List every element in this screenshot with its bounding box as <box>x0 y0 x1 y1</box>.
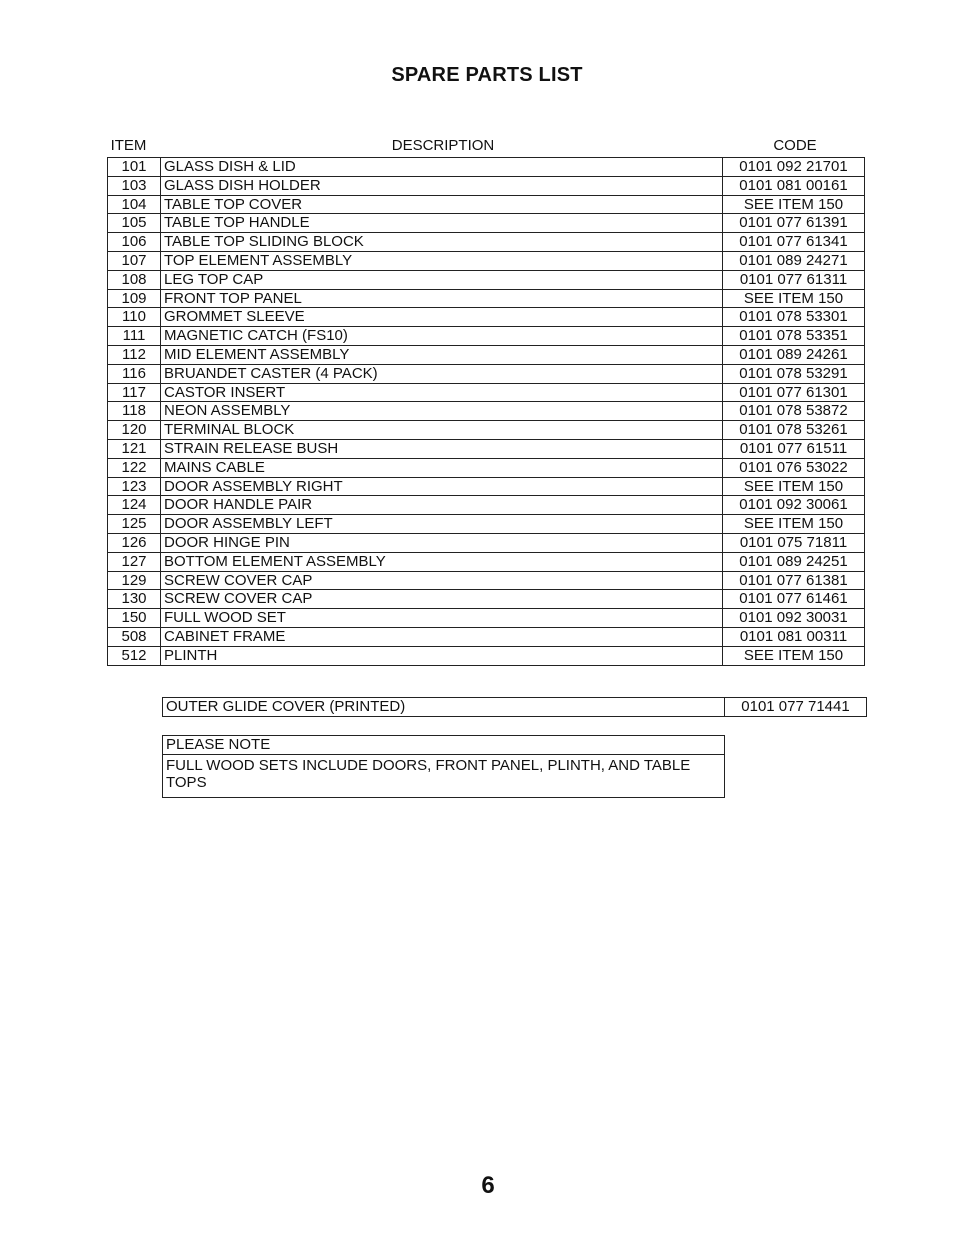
part-description: CABINET FRAME <box>161 627 723 646</box>
part-item-number: 120 <box>108 421 161 440</box>
table-row <box>108 439 865 458</box>
table-row <box>108 195 865 214</box>
part-description: DOOR HANDLE PAIR <box>161 496 723 515</box>
part-description: TOP ELEMENT ASSEMBLY <box>161 251 723 270</box>
part-description: GLASS DISH & LID <box>161 158 723 177</box>
table-row <box>108 364 865 383</box>
table-row <box>108 533 865 552</box>
part-code: 0101 075 71811 <box>723 533 865 552</box>
part-item-number: 105 <box>108 214 161 233</box>
part-item-number: 124 <box>108 496 161 515</box>
note-box <box>162 735 725 798</box>
part-item-number: 109 <box>108 289 161 308</box>
extra-part-code: 0101 077 71441 <box>725 698 867 717</box>
table-row <box>108 552 865 571</box>
part-item-number: 110 <box>108 308 161 327</box>
page-number: 6 <box>481 1172 495 1199</box>
part-description: MID ELEMENT ASSEMBLY <box>161 345 723 364</box>
part-description: GROMMET SLEEVE <box>161 308 723 327</box>
part-item-number: 512 <box>108 646 161 665</box>
part-code: 0101 077 61381 <box>723 571 865 590</box>
table-row <box>108 402 865 421</box>
page-title: SPARE PARTS LIST <box>391 64 583 86</box>
part-description: TABLE TOP COVER <box>161 195 723 214</box>
part-description: BOTTOM ELEMENT ASSEMBLY <box>161 552 723 571</box>
part-description: DOOR ASSEMBLY RIGHT <box>161 477 723 496</box>
part-code: SEE ITEM 150 <box>723 195 865 214</box>
table-row <box>108 251 865 270</box>
table-row <box>108 590 865 609</box>
part-code: 0101 081 00161 <box>723 176 865 195</box>
part-item-number: 117 <box>108 383 161 402</box>
part-item-number: 122 <box>108 458 161 477</box>
part-item-number: 121 <box>108 439 161 458</box>
part-description: NEON ASSEMBLY <box>161 402 723 421</box>
part-description: STRAIN RELEASE BUSH <box>161 439 723 458</box>
table-row <box>108 627 865 646</box>
part-code: 0101 077 61391 <box>723 214 865 233</box>
part-item-number: 150 <box>108 609 161 628</box>
table-row <box>108 421 865 440</box>
table-row <box>108 345 865 364</box>
part-description: SCREW COVER CAP <box>161 590 723 609</box>
table-row <box>108 609 865 628</box>
part-item-number: 108 <box>108 270 161 289</box>
part-item-number: 126 <box>108 533 161 552</box>
part-code: 0101 078 53351 <box>723 327 865 346</box>
part-code: 0101 078 53301 <box>723 308 865 327</box>
header-description: DESCRIPTION <box>391 137 495 154</box>
parts-table-body <box>108 158 865 666</box>
table-row <box>108 646 865 665</box>
table-row <box>108 270 865 289</box>
table-row <box>108 289 865 308</box>
part-description: DOOR HINGE PIN <box>161 533 723 552</box>
part-code: SEE ITEM 150 <box>723 646 865 665</box>
part-item-number: 125 <box>108 515 161 534</box>
part-item-number: 130 <box>108 590 161 609</box>
table-row <box>108 477 865 496</box>
note-body-row <box>163 754 725 797</box>
part-description: DOOR ASSEMBLY LEFT <box>161 515 723 534</box>
part-item-number: 101 <box>108 158 161 177</box>
table-row <box>108 158 865 177</box>
extra-part-table <box>162 697 867 717</box>
part-item-number: 129 <box>108 571 161 590</box>
part-item-number: 118 <box>108 402 161 421</box>
part-item-number: 111 <box>108 327 161 346</box>
table-row <box>108 214 865 233</box>
part-item-number: 103 <box>108 176 161 195</box>
part-item-number: 104 <box>108 195 161 214</box>
part-item-number: 127 <box>108 552 161 571</box>
table-row <box>163 698 867 717</box>
table-row <box>108 383 865 402</box>
part-code: 0101 077 61341 <box>723 233 865 252</box>
part-item-number: 112 <box>108 345 161 364</box>
part-item-number: 123 <box>108 477 161 496</box>
table-row <box>108 496 865 515</box>
part-code: SEE ITEM 150 <box>723 289 865 308</box>
table-row <box>108 458 865 477</box>
part-code: 0101 078 53261 <box>723 421 865 440</box>
table-row <box>108 327 865 346</box>
part-code: 0101 077 61311 <box>723 270 865 289</box>
part-item-number: 107 <box>108 251 161 270</box>
header-code: CODE <box>773 137 817 154</box>
part-code: 0101 077 61461 <box>723 590 865 609</box>
part-code: 0101 077 61301 <box>723 383 865 402</box>
extra-part-description: OUTER GLIDE COVER (PRINTED) <box>163 698 725 717</box>
part-description: PLINTH <box>161 646 723 665</box>
part-item-number: 116 <box>108 364 161 383</box>
part-description: TABLE TOP HANDLE <box>161 214 723 233</box>
table-row <box>108 233 865 252</box>
part-description: TABLE TOP SLIDING BLOCK <box>161 233 723 252</box>
parts-table <box>107 157 865 666</box>
part-code: 0101 092 30031 <box>723 609 865 628</box>
header-item: ITEM <box>110 137 147 154</box>
part-code: 0101 089 24251 <box>723 552 865 571</box>
part-description: FRONT TOP PANEL <box>161 289 723 308</box>
part-code: 0101 077 61511 <box>723 439 865 458</box>
part-description: SCREW COVER CAP <box>161 571 723 590</box>
part-code: SEE ITEM 150 <box>723 477 865 496</box>
part-item-number: 106 <box>108 233 161 252</box>
part-code: SEE ITEM 150 <box>723 515 865 534</box>
note-heading-row <box>163 736 725 755</box>
column-headers <box>0 137 954 157</box>
part-description: MAGNETIC CATCH (FS10) <box>161 327 723 346</box>
table-row <box>108 176 865 195</box>
part-code: 0101 081 00311 <box>723 627 865 646</box>
part-description: CASTOR INSERT <box>161 383 723 402</box>
part-description: LEG TOP CAP <box>161 270 723 289</box>
part-code: 0101 076 53022 <box>723 458 865 477</box>
part-description: GLASS DISH HOLDER <box>161 176 723 195</box>
part-code: 0101 089 24271 <box>723 251 865 270</box>
part-code: 0101 092 21701 <box>723 158 865 177</box>
table-row <box>108 571 865 590</box>
part-code: 0101 089 24261 <box>723 345 865 364</box>
part-item-number: 508 <box>108 627 161 646</box>
part-code: 0101 092 30061 <box>723 496 865 515</box>
part-description: TERMINAL BLOCK <box>161 421 723 440</box>
note-heading: PLEASE NOTE <box>163 736 725 755</box>
note-body: FULL WOOD SETS INCLUDE DOORS, FRONT PANEL, PLINTH, AND TABLE TOPS <box>163 754 725 797</box>
table-row <box>108 308 865 327</box>
part-description: BRUANDET CASTER (4 PACK) <box>161 364 723 383</box>
part-code: 0101 078 53872 <box>723 402 865 421</box>
table-row <box>108 515 865 534</box>
part-description: MAINS CABLE <box>161 458 723 477</box>
part-code: 0101 078 53291 <box>723 364 865 383</box>
part-description: FULL WOOD SET <box>161 609 723 628</box>
